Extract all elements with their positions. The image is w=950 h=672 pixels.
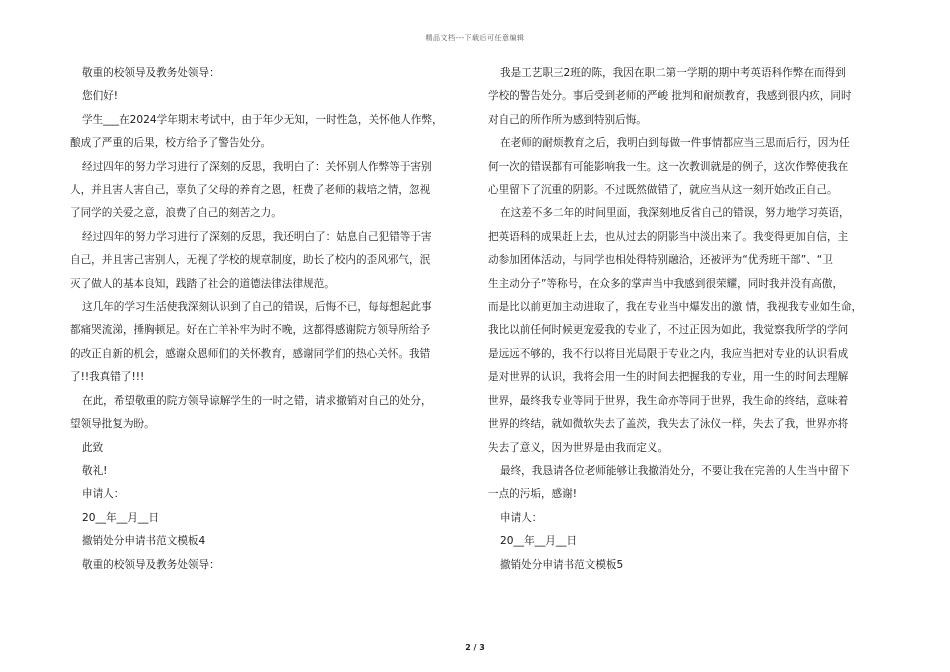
left-text-line: 了!!我真错了!!! bbox=[70, 371, 145, 384]
right-text-line: 是对世界的认识，我将会用一生的时间去把握我的专业，用一生的时间去理解 bbox=[488, 371, 849, 384]
right-text-line: 撤销处分申请书范文模板5 bbox=[500, 558, 624, 571]
left-text-line: 此致 bbox=[82, 441, 104, 454]
left-text-line: 了同学的关爱之意，浪费了自己的刻苦之力。 bbox=[70, 207, 282, 220]
right-text-line: 一点的污垢，感谢! bbox=[488, 488, 577, 501]
left-text-line: 都痛哭流涕，捶胸顿足。好在亡羊补牢为时不晚，这都得感谢院方领导所给予 bbox=[70, 324, 431, 337]
right-text-line: 对自己的所作所为感到特别后悔。 bbox=[488, 113, 647, 126]
left-text-line: 在此，希望敬重的院方领导谅解学生的一时之错，请求撤销对自己的处分， bbox=[82, 394, 432, 407]
right-text-line: 我是工艺职三2班的陈，我因在职二第一学期的期中考英语科作弊在而得到 bbox=[500, 67, 846, 79]
right-text-line: 失去了意义，因为世界是由我而定义。 bbox=[488, 441, 669, 454]
right-text-line: 20__年__月__日 bbox=[500, 535, 578, 548]
left-text-line: 望领导批复为盼。 bbox=[70, 418, 155, 431]
right-text-line: 申请人： bbox=[500, 511, 543, 524]
left-text-line: 学生___在2024学年期末考试中，由于年少无知，一时性急，关怀他人作弊， bbox=[82, 113, 443, 126]
right-text-line: 世界，最终我专业等同于世界，我生命亦等同于世界，我生命的终结，意味着 bbox=[488, 394, 849, 407]
left-text-line: 的改正自新的机会，感谢众恩师们的关怀教育，感谢同学们的热心关怀。我错 bbox=[70, 347, 431, 360]
left-text-line: 这几年的学习生活使我深刻认识到了自己的错误，后悔不已，每每想起此事 bbox=[82, 301, 432, 314]
left-text-line: 申请人： bbox=[82, 488, 125, 501]
left-text-line: 酿成了严重的后果，校方给予了警告处分。 bbox=[70, 137, 272, 150]
right-text-line: 最终，我恳请各位老师能够让我撤消处分，不要让我在完善的人生当中留下 bbox=[500, 464, 850, 477]
left-text-line: 敬重的校领导及教务处领导： bbox=[82, 558, 220, 571]
left-text-line: 敬礼! bbox=[82, 464, 108, 477]
right-text-line: 把英语科的成果赶上去，也从过去的阴影当中淡出来了。我变得更加自信，主 bbox=[488, 230, 849, 243]
page-header: 精品文档---下载后可任意编辑 bbox=[425, 34, 525, 42]
right-text-line: 动参加团体活动，与同学也相处得特别融洽，还被评为“优秀班干部”、“卫 bbox=[488, 254, 833, 267]
left-text-line: 敬重的校领导及教务处领导： bbox=[82, 67, 220, 79]
left-text-line: 20__年__月__日 bbox=[82, 511, 160, 524]
right-text-line: 何一次的错误都有可能影响我一生。这一次教训就是的例子，这次作弊使我在 bbox=[488, 160, 849, 173]
left-text-line: 经过四年的努力学习进行了深刻的反思，我还明白了：姑息自己犯错等于害 bbox=[82, 230, 432, 243]
right-text-line: 学校的警告处分。事后受到老师的严峻 批判和耐烦教育，我感到很内疚，同时 bbox=[488, 90, 852, 103]
right-text-line: 是远远不够的，我不行以将目光局限于专业之内，我应当把对专业的认识看成 bbox=[488, 347, 849, 360]
right-text-line: 在这差不多二年的时间里面，我深刻地反省自己的错误，努力地学习英语， bbox=[500, 207, 850, 220]
left-text-line: 您们好! bbox=[82, 90, 119, 103]
left-text-line: 人，并且害人害自己，辜负了父母的养育之恩，枉费了老师的栽培之情，忽视 bbox=[70, 184, 431, 197]
left-text-line: 经过四年的努力学习进行了深刻的反思，我明白了：关怀别人作弊等于害别 bbox=[82, 160, 432, 173]
right-text-line: 在老师的耐烦教育之后，我明白到每做一件事情都应当三思而后行，因为任 bbox=[500, 137, 850, 150]
right-text-line: 我比以前任何时候更宠爱我的专业了，不过正因为如此，我觉察我所学的学问 bbox=[488, 324, 849, 337]
page-number: 2 / 3 bbox=[465, 643, 485, 652]
left-text-line: 灭了做人的基本良知，践踏了社会的道德法律法律规范。 bbox=[70, 277, 335, 290]
left-text-line: 自己，并且害己害别人，无视了学校的规章制度，助长了校内的歪风邪气，泯 bbox=[70, 254, 431, 267]
right-column bbox=[488, 62, 884, 577]
right-text-line: 生主动分子”等称号，在众多的掌声当中我感到很荣耀，同时我并没有高傲， bbox=[488, 277, 844, 290]
left-column bbox=[70, 62, 462, 577]
left-text-line: 撤销处分申请书范文模板4 bbox=[82, 535, 206, 548]
right-text-line: 而是比以前更加主动进取了，我在专业当中爆发出的激 情，我视我专业如生命， bbox=[488, 301, 863, 314]
right-text-line: 世界的终结，就如微软失去了盖茨，我失去了泳仪一样，失去了我，世界亦将 bbox=[488, 418, 849, 431]
right-text-line: 心里留下了沉重的阴影。不过既然做错了，就应当从这一刻开始改正自己。 bbox=[488, 184, 838, 197]
